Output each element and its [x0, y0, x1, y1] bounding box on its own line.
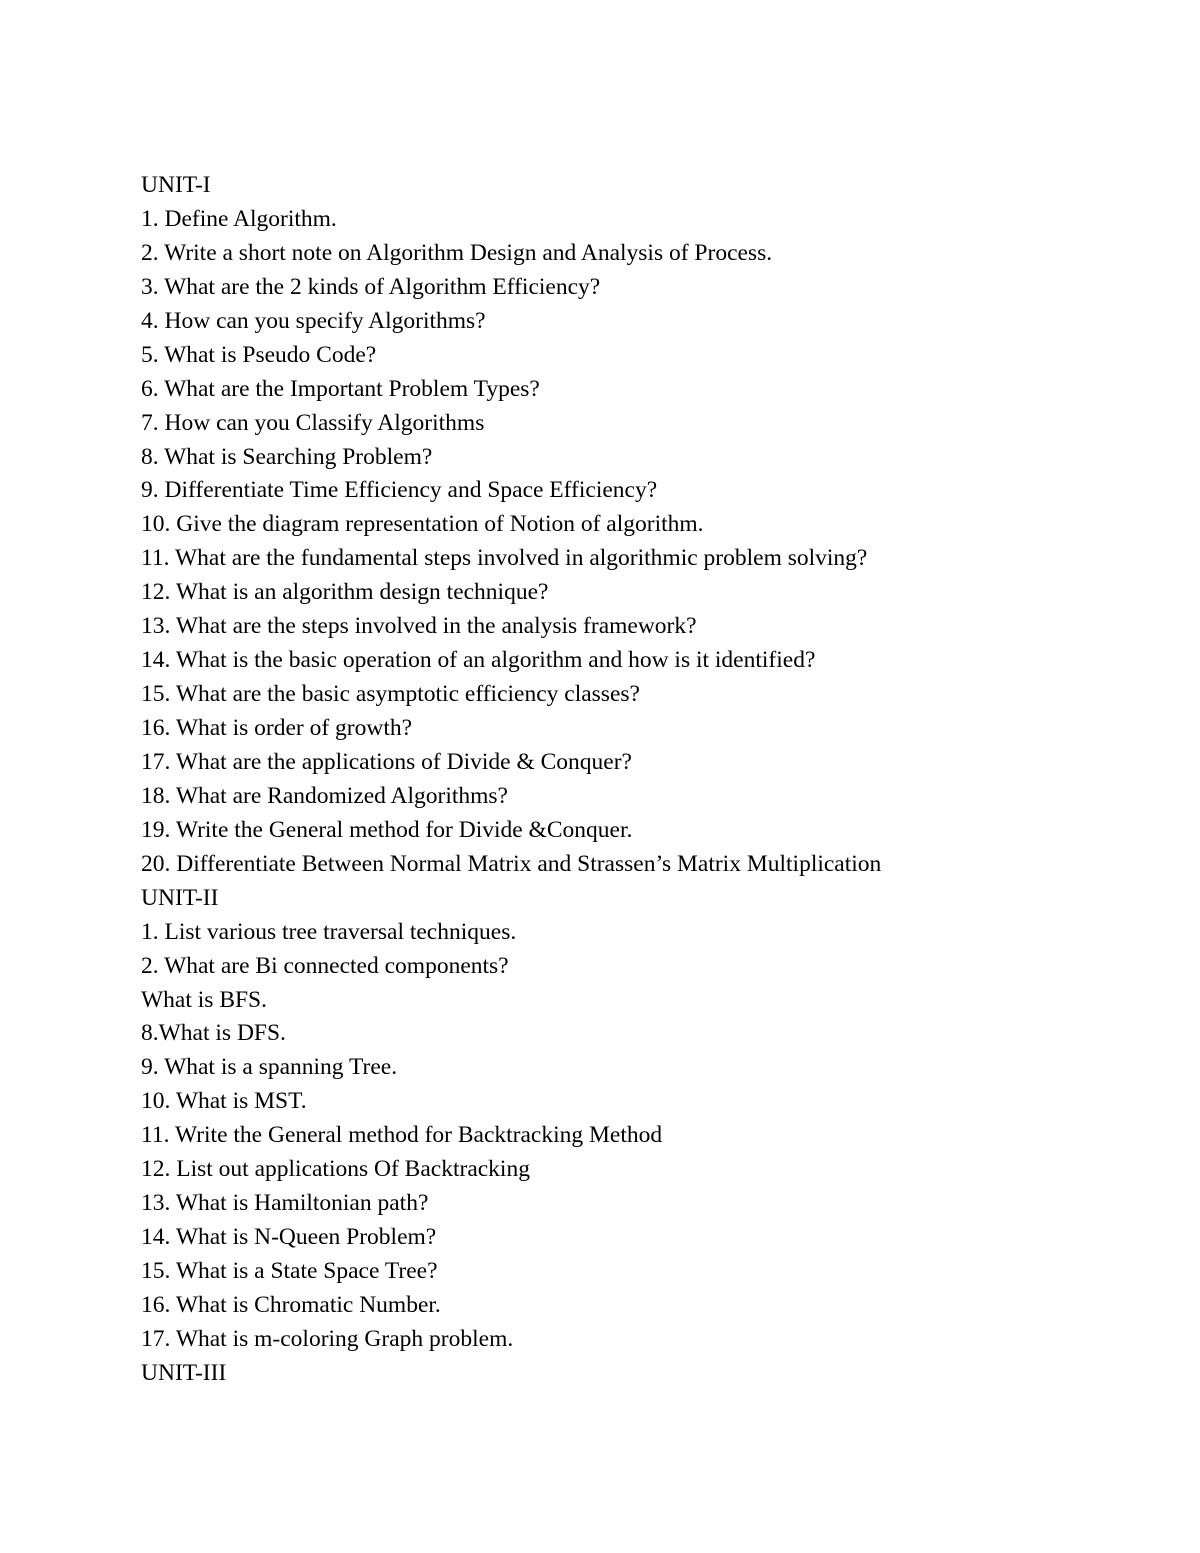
question-item: 10. Give the diagram representation of Notion of algorithm.	[141, 511, 704, 538]
question-item: 16. What is Chromatic Number.	[141, 1291, 441, 1318]
unit-heading: UNIT-II	[141, 884, 219, 911]
question-item: 9. What is a spanning Tree.	[141, 1054, 398, 1081]
question-item: 11. Write the General method for Backtracking Method	[141, 1122, 663, 1149]
question-item: 2. Write a short note on Algorithm Design and Analysis of Process.	[141, 239, 773, 266]
question-item: 16. What is order of growth?	[141, 715, 413, 741]
unit-heading: UNIT-I	[141, 172, 211, 198]
question-item: 11. What are the fundamental steps involved in algorithmic problem solving?	[141, 545, 868, 572]
question-item: 12. List out applications Of Backtracking	[141, 1156, 530, 1183]
question-item: 4. How can you specify Algorithms?	[141, 307, 486, 334]
question-list	[141, 169, 1141, 1391]
question-item: 20. Differentiate Between Normal Matrix and Strassen’s Matrix Multiplication	[141, 850, 882, 877]
question-item: 12. What is an algorithm design technique?	[141, 579, 549, 606]
question-item: 3. What are the 2 kinds of Algorithm Efficiency?	[141, 273, 601, 300]
question-item: 1. List various tree traversal techniques.	[141, 918, 517, 945]
question-item: 14. What is N-Queen Problem?	[141, 1224, 437, 1251]
question-item: What is BFS.	[141, 986, 268, 1013]
question-item: 15. What is a State Space Tree?	[141, 1258, 438, 1284]
question-item: 10. What is MST.	[141, 1088, 307, 1115]
question-item: 17. What are the applications of Divide & Conquer?	[141, 748, 632, 775]
question-item: 8.What is DFS.	[141, 1020, 286, 1047]
question-item: 18. What are Randomized Algorithms?	[141, 782, 508, 809]
question-item: 7. How can you Classify Algorithms	[141, 409, 485, 436]
question-item: 5. What is Pseudo Code?	[141, 341, 377, 368]
question-item: 17. What is m-coloring Graph problem.	[141, 1325, 514, 1352]
question-item: 9. Differentiate Time Efficiency and Space Efficiency?	[141, 477, 658, 504]
unit-heading: UNIT-III	[141, 1359, 227, 1386]
question-item: 13. What are the steps involved in the analysis framework?	[141, 613, 697, 640]
question-item: 19. Write the General method for Divide &Conquer.	[141, 816, 633, 843]
question-item: 6. What are the Important Problem Types?	[141, 375, 540, 402]
question-item: 1. Define Algorithm.	[141, 205, 337, 232]
question-item: 2. What are Bi connected components?	[141, 952, 509, 979]
question-item: 13. What is Hamiltonian path?	[141, 1190, 429, 1217]
question-item: 14. What is the basic operation of an algorithm and how is it identified?	[141, 647, 816, 674]
question-item: 15. What are the basic asymptotic efficiency classes?	[141, 681, 640, 708]
question-item: 8. What is Searching Problem?	[141, 443, 433, 470]
